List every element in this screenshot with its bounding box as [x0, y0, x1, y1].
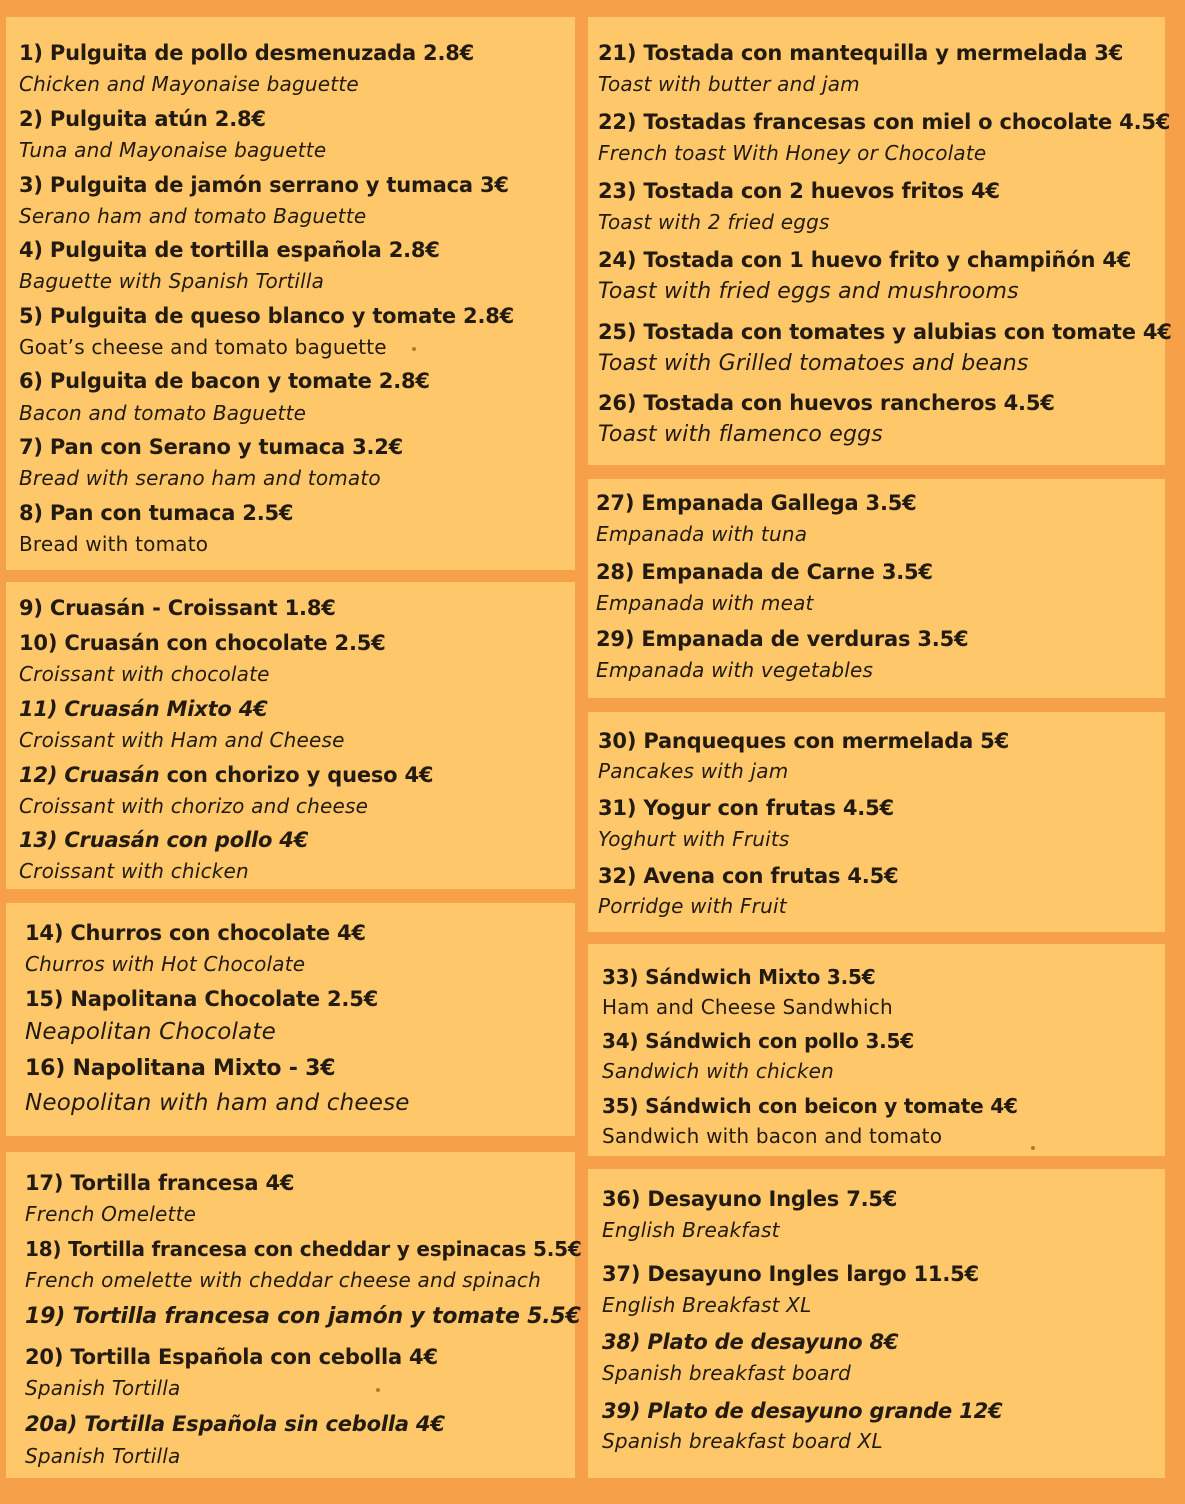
menu-item-description: English Breakfast	[602, 1218, 780, 1242]
menu-item-name: 16) Napolitana Mixto - 3€	[25, 1056, 336, 1081]
menu-item-description: Spanish breakfast board	[602, 1361, 852, 1385]
menu-item-name: 4) Pulguita de tortilla española 2.8€	[19, 238, 440, 262]
menu-item-description: Empanada with meat	[596, 591, 814, 615]
menu-item-name: 35) Sándwich con beicon y tomate 4€	[602, 1094, 1018, 1118]
menu-item-description: Spanish breakfast board XL	[602, 1429, 883, 1453]
menu-item-description: Goat’s cheese and tomato baguette	[19, 335, 387, 359]
menu-item-name: 22) Tostadas francesas con miel o chocolate 4.5€	[598, 110, 1171, 134]
menu-item-description: Bread with tomato	[19, 532, 209, 556]
speck-decoration	[376, 1388, 380, 1392]
menu-item-name: 11) Cruasán Mixto 4€	[19, 697, 268, 721]
menu-item-description: Churros with Hot Chocolate	[25, 952, 306, 976]
menu-item-name: 3) Pulguita de jamón serrano y tumaca 3€	[19, 173, 509, 197]
menu-item-description: Toast with flamenco eggs	[598, 422, 883, 447]
menu-item-name: 37) Desayuno Ingles largo 11.5€	[602, 1262, 979, 1286]
menu-item-name: 21) Tostada con mantequilla y mermelada 3€	[598, 41, 1124, 65]
menu-item-description: Yoghurt with Fruits	[598, 827, 790, 851]
speck-decoration	[1031, 1146, 1035, 1150]
menu-item-description: Serano ham and tomato Baguette	[19, 204, 367, 228]
menu-item-name: 7) Pan con Serano y tumaca 3.2€	[19, 435, 404, 459]
menu-item-description: Chicken and Mayonaise baguette	[19, 72, 359, 96]
menu-item-name: 13) Cruasán con pollo 4€	[19, 828, 309, 852]
menu-item-name: 36) Desayuno Ingles 7.5€	[602, 1187, 898, 1211]
menu-item-name: 31) Yogur con frutas 4.5€	[598, 796, 894, 820]
menu-item-description: Croissant with chocolate	[19, 662, 270, 686]
sandwiches-panel	[588, 944, 1165, 1156]
menu-item-description: Empanada with vegetables	[596, 658, 874, 682]
menu-item-name: 20) Tortilla Española con cebolla 4€	[25, 1345, 438, 1369]
menu-item-description: Tuna and Mayonaise baguette	[19, 138, 327, 162]
menu-item-name	[19, 761, 575, 789]
menu-item-name: 39) Plato de desayuno grande 12€	[602, 1399, 1003, 1423]
speck-decoration	[412, 347, 416, 351]
menu-item-name-italic: 12) Cruasán	[19, 763, 160, 787]
menu-item-name: 10) Cruasán con chocolate 2.5€	[19, 631, 386, 655]
menu-item-name: 18) Tortilla francesa con cheddar y espinacas 5.5€	[25, 1237, 582, 1261]
menu-item-name: 6) Pulguita de bacon y tomate 2.8€	[19, 369, 430, 393]
menu-item-name: 17) Tortilla francesa 4€	[25, 1171, 295, 1195]
menu-item-description: Toast with butter and jam	[598, 72, 860, 96]
croissants-panel	[6, 582, 575, 889]
menu-item-description: Toast with fried eggs and mushrooms	[598, 279, 1019, 304]
pulguitas-panel	[6, 17, 575, 570]
menu-item-name: 26) Tostada con huevos rancheros 4.5€	[598, 391, 1055, 415]
menu-item-description: Toast with 2 fried eggs	[598, 210, 830, 234]
menu-item-name-text: 9) Cruasán - Croissant 1.8€	[19, 596, 336, 620]
menu-item-description: Toast with Grilled tomatoes and beans	[598, 351, 1029, 376]
menu-item-name: 32) Avena con frutas 4.5€	[598, 864, 899, 888]
menu-item-description: Croissant with chorizo and cheese	[19, 794, 369, 818]
menu-item-description: English Breakfast XL	[602, 1293, 812, 1317]
menu-item-name: 28) Empanada de Carne 3.5€	[596, 560, 933, 584]
menu-item-name: 30) Panqueques con mermelada 5€	[598, 729, 1009, 753]
tostadas-panel	[588, 17, 1172, 465]
menu-item-description: Bacon and tomato Baguette	[19, 401, 307, 425]
churros-napolitanas-panel	[6, 903, 575, 1136]
menu-item-name: 34) Sándwich con pollo 3.5€	[602, 1029, 914, 1053]
menu-item-description: Neopolitan with ham and cheese	[25, 1090, 410, 1116]
menu-item-name: 8) Pan con tumaca 2.5€	[19, 501, 294, 525]
menu-item-description: Spanish Tortilla	[25, 1444, 181, 1468]
menu-item-name: 38) Plato de desayuno 8€	[602, 1330, 899, 1354]
menu-item-name: 14) Churros con chocolate 4€	[25, 921, 366, 945]
menu-item-name: 19) Tortilla francesa con jamón y tomate 5.5€	[25, 1304, 581, 1329]
menu-item-description: Empanada with tuna	[596, 522, 808, 546]
menu-item-description: French toast With Honey or Chocolate	[598, 141, 987, 165]
menu-item-name	[19, 594, 575, 622]
menu-item-name: 24) Tostada con 1 huevo frito y champiñón 4€	[598, 248, 1132, 272]
menu-item-description: Pancakes with jam	[598, 759, 789, 783]
menu-item-description: Spanish Tortilla	[25, 1376, 181, 1400]
menu-item-name: 20a) Tortilla Española sin cebolla 4€	[25, 1412, 445, 1436]
tortillas-panel	[6, 1152, 582, 1478]
menu-item-name: 29) Empanada de verduras 3.5€	[596, 627, 969, 651]
menu-item-description: Sandwich with bacon and tomato	[602, 1124, 943, 1148]
menu-item-description: Neapolitan Chocolate	[25, 1019, 276, 1045]
menu-item-description: Ham and Cheese Sandwhich	[602, 995, 893, 1019]
menu-item-name: 15) Napolitana Chocolate 2.5€	[25, 987, 379, 1011]
menu-item-name-rest: con chorizo y queso 4€	[159, 763, 434, 787]
menu-item-description: Croissant with Ham and Cheese	[19, 728, 345, 752]
menu-item-name: 1) Pulguita de pollo desmenuzada 2.8€	[19, 41, 475, 65]
menu-item-name: 25) Tostada con tomates y alubias con tomate 4€	[598, 320, 1172, 344]
menu-item-description: Bread with serano ham and tomato	[19, 466, 381, 490]
menu-item-name: 2) Pulguita atún 2.8€	[19, 107, 266, 131]
desayunos-panel	[588, 1169, 1165, 1478]
menu-item-name: 27) Empanada Gallega 3.5€	[596, 491, 917, 515]
menu-item-description: Porridge with Fruit	[598, 894, 787, 918]
menu-item-description: Sandwich with chicken	[602, 1059, 835, 1083]
pancakes-yogur-panel	[588, 712, 1165, 932]
empanadas-panel	[588, 479, 1165, 698]
menu-item-description: Croissant with chicken	[19, 859, 249, 883]
menu-item-name: 33) Sándwich Mixto 3.5€	[602, 965, 876, 989]
menu-item-name: 23) Tostada con 2 huevos fritos 4€	[598, 179, 1000, 203]
menu-item-description: French Omelette	[25, 1202, 197, 1226]
menu-item-name: 5) Pulguita de queso blanco y tomate 2.8€	[19, 304, 515, 328]
menu-item-description: Baguette with Spanish Tortilla	[19, 269, 325, 293]
menu-item-description: French omelette with cheddar cheese and spinach	[25, 1268, 541, 1292]
